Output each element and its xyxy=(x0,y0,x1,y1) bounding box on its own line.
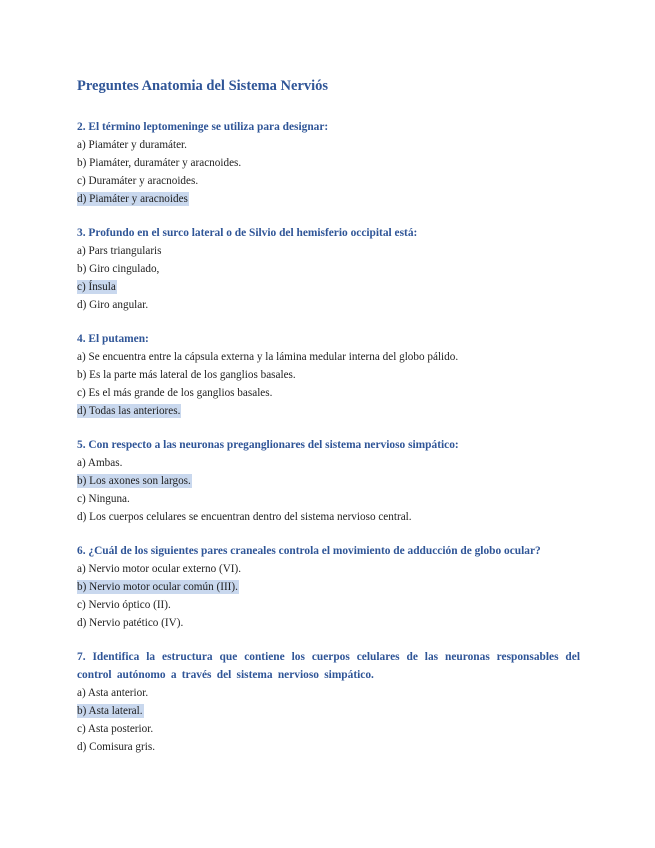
option-b: b) Nervio motor ocular común (III). xyxy=(77,581,238,593)
option-b: b) Es la parte más lateral de los ganglios basales. xyxy=(77,369,296,381)
option-a: a) Se encuentra entre la cápsula externa y la lámina medular interna del globo pálido. xyxy=(77,351,459,363)
option-c: c) Ninguna. xyxy=(77,493,130,505)
option-d: d) Comisura gris. xyxy=(77,741,155,753)
option-c: c) Nervio óptico (II). xyxy=(77,599,171,611)
option-d: d) Giro angular. xyxy=(77,299,149,311)
option-a: a) Piamáter y duramáter. xyxy=(77,139,187,151)
question-3 xyxy=(77,224,580,314)
question-6 xyxy=(77,542,580,632)
question-text: 2. El término leptomeninge se utiliza para designar: xyxy=(77,121,329,133)
option-d: d) Piamáter y aracnoides xyxy=(77,193,188,205)
option-d: d) Nervio patético (IV). xyxy=(77,617,184,629)
option-a: a) Asta anterior. xyxy=(77,687,149,699)
question-text: 4. El putamen: xyxy=(77,333,149,345)
option-b: b) Asta lateral. xyxy=(77,705,143,717)
question-4 xyxy=(77,330,580,420)
option-c: c) Duramáter y aracnoides. xyxy=(77,175,199,187)
option-b: b) Giro cingulado, xyxy=(77,263,160,275)
option-a: a) Ambas. xyxy=(77,457,123,469)
question-text: 6. ¿Cuál de los siguientes pares craneales controla el movimiento de adducción de globo ocular? xyxy=(77,545,541,557)
question-7 xyxy=(77,648,580,756)
question-text: 3. Profundo en el surco lateral o de Silvio del hemisferio occipital está: xyxy=(77,227,418,239)
option-d: d) Todas las anteriores. xyxy=(77,405,181,417)
option-b: b) Piamáter, duramáter y aracnoides. xyxy=(77,157,242,169)
option-a: a) Nervio motor ocular externo (VI). xyxy=(77,563,242,575)
question-5 xyxy=(77,436,580,526)
option-d: d) Los cuerpos celulares se encuentran dentro del sistema nervioso central. xyxy=(77,511,412,523)
document-title: Preguntes Anatomia del Sistema Nerviós xyxy=(77,78,329,94)
question-text: 5. Con respecto a las neuronas preganglionares del sistema nervioso simpático: xyxy=(77,439,459,451)
option-c: c) Es el más grande de los ganglios basales. xyxy=(77,387,273,399)
option-c: c) Ínsula xyxy=(77,281,116,293)
option-c: c) Asta posterior. xyxy=(77,723,154,735)
question-text: 7. Identifica la estructura que contiene los cuerpos celulares de las neuronas responsables del control autónomo a través del sistema nervioso simpático. xyxy=(77,651,580,681)
option-b: b) Los axones son largos. xyxy=(77,475,191,487)
option-a: a) Pars triangularis xyxy=(77,245,162,257)
question-2 xyxy=(77,118,580,208)
